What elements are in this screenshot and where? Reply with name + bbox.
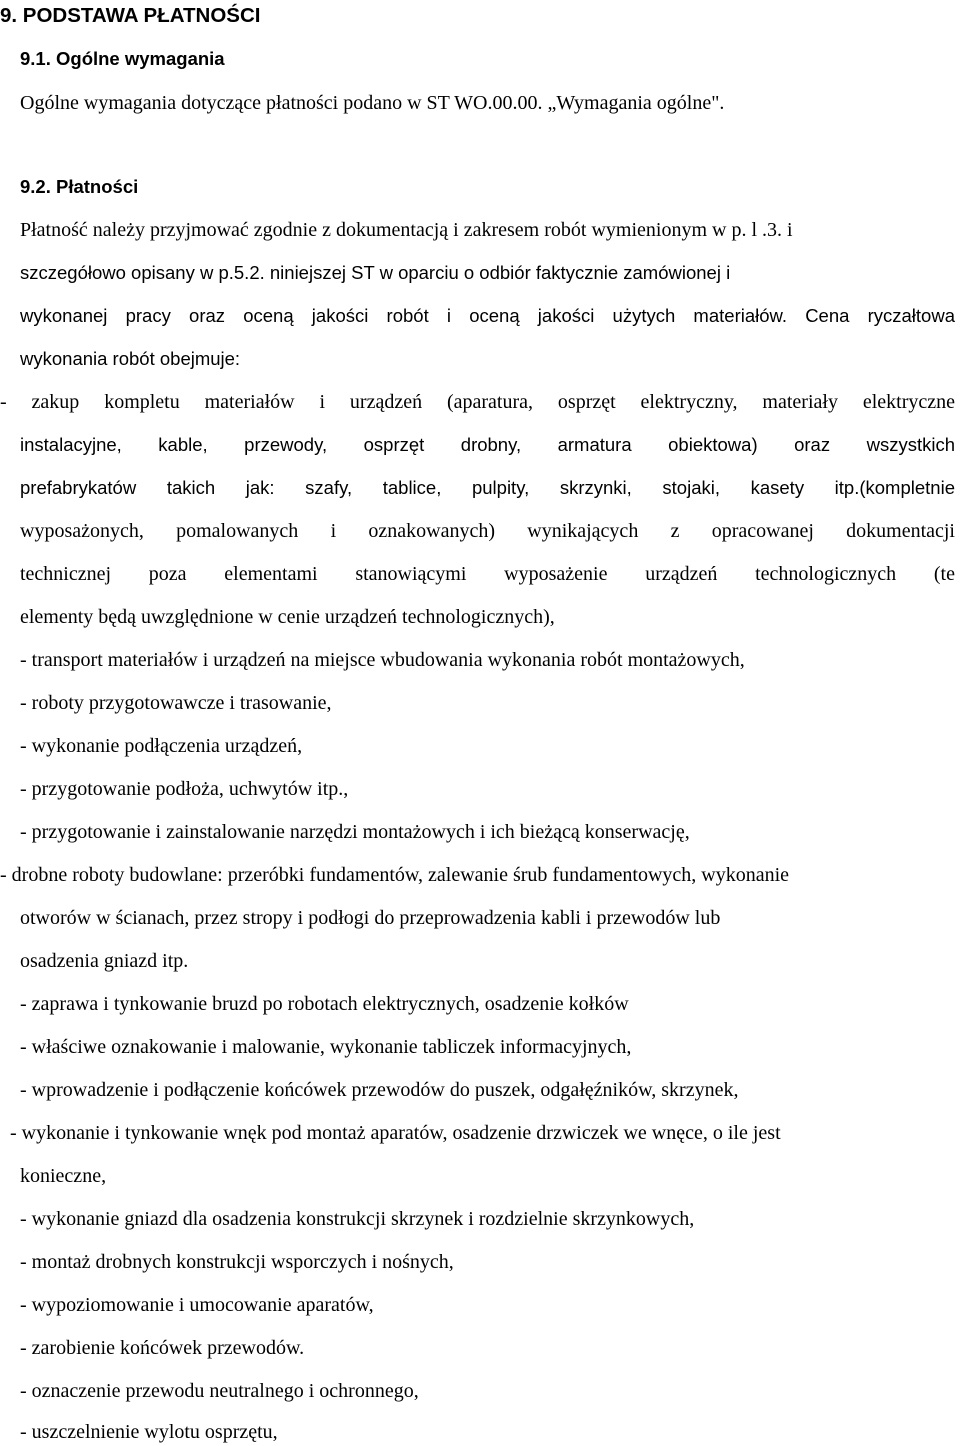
list-item: - oznaczenie przewodu neutralnego i ochronnego, [20,1380,419,1402]
scope-line: technicznej poza elementami stanowiącymi wyposażenie urządzeń technologicznych (te [20,563,955,585]
section-title: 9. PODSTAWA PŁATNOŚCI [0,4,261,27]
paragraph-general: Ogólne wymagania dotyczące płatności podano w ST WO.00.00. „Wymagania ogólne". [20,92,725,114]
list-item: - wykonanie gniazd dla osadzenia konstrukcji skrzynek i rozdzielnie skrzynkowych, [20,1208,695,1230]
list-item: - wykonanie podłączenia urządzeń, [20,735,303,757]
paragraph-line: wykonania robót obejmuje: [20,348,241,369]
scope-line: - zakup kompletu materiałów i urządzeń (aparatura, osprzęt elektryczny, materiały elektryczne [0,391,955,413]
list-item: - wypoziomowanie i umocowanie aparatów, [20,1294,374,1316]
list-item: - montaż drobnych konstrukcji wsporczych i nośnych, [20,1251,454,1273]
list-item: - wprowadzenie i podłączenie końcówek przewodów do puszek, odgałęźników, skrzynek, [20,1079,739,1101]
subsection-title-general: 9.1. Ogólne wymagania [20,48,225,69]
list-item: - roboty przygotowawcze i trasowanie, [20,692,332,714]
list-item: - drobne roboty budowlane: przeróbki fundamentów, zalewanie śrub fundamentowych, wykonanie [0,864,790,886]
paragraph-line: szczegółowo opisany w p.5.2. niniejszej ST w oparciu o odbiór faktycznie zamówionej i [20,262,731,283]
list-item: - wykonanie i tynkowanie wnęk pod montaż aparatów, osadzenie drzwiczek we wnęce, o ile jest [10,1122,781,1144]
list-item: - transport materiałów i urządzeń na miejsce wbudowania wykonania robót montażowych, [20,649,745,671]
scope-line: instalacyjne, kable, przewody, osprzęt drobny, armatura obiektowa) oraz wszystkich [20,434,955,455]
paragraph-line: wykonanej pracy oraz oceną jakości robót i oceną jakości użytych materiałów. Cena ryczałtowa [20,305,955,326]
subsection-title-payments: 9.2. Płatności [20,176,139,197]
list-item: - właściwe oznakowanie i malowanie, wykonanie tabliczek informacyjnych, [20,1036,632,1058]
list-item: - uszczelnienie wylotu osprzętu, [20,1421,278,1443]
list-item: - zarobienie końcówek przewodów. [20,1337,305,1359]
list-item: osadzenia gniazd itp. [20,950,189,972]
list-item: otworów w ścianach, przez stropy i podłogi do przeprowadzenia kabli i przewodów lub [20,907,721,929]
list-item: konieczne, [20,1165,107,1187]
paragraph-line: Płatność należy przyjmować zgodnie z dokumentacją i zakresem robót wymienionym w p. l .3. i [20,219,793,241]
scope-line: wyposażonych, pomalowanych i oznakowanych) wynikających z opracowanej dokumentacji [20,520,955,542]
list-item: - zaprawa i tynkowanie bruzd po robotach elektrycznych, osadzenie kołków [20,993,629,1015]
scope-line: elementy będą uwzględnione w cenie urządzeń technologicznych), [20,606,555,628]
scope-line: prefabrykatów takich jak: szafy, tablice, pulpity, skrzynki, stojaki, kasety itp.(kompletnie [20,477,955,498]
list-item: - przygotowanie i zainstalowanie narzędzi montażowych i ich bieżącą konserwację, [20,821,690,843]
list-item: - przygotowanie podłoża, uchwytów itp., [20,778,349,800]
